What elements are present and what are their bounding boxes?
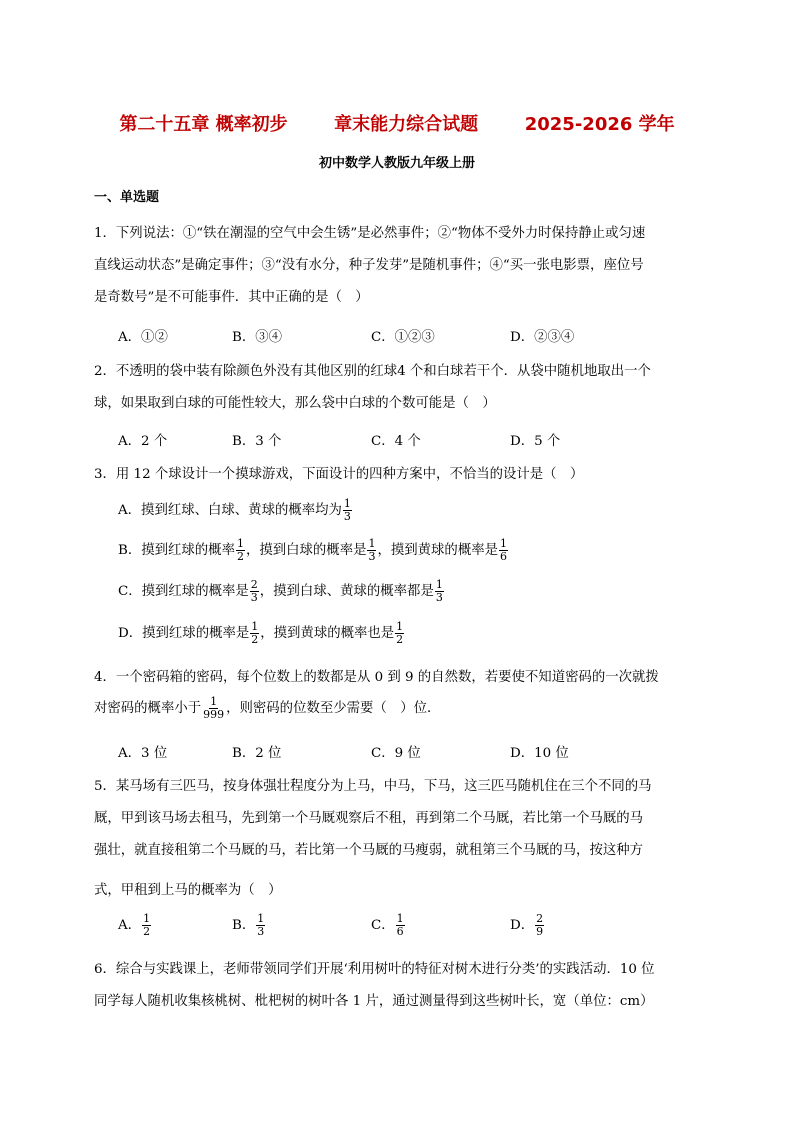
fraction-two-thirds: $\frac{2}{3}$ [250, 578, 258, 604]
q5-option-d [510, 913, 545, 938]
q4-option-c: C．9 位 [371, 746, 421, 761]
section-heading: 一、单选题 [94, 190, 160, 205]
q3-option-d-text-1: D．摸到红球的概率是 [118, 626, 250, 641]
q1-option-c: C．①②③ [371, 330, 435, 345]
fraction-one-half: $\frac{1}{2}$ [251, 620, 259, 646]
q2-option-a: A．2 个 [118, 434, 168, 449]
q5-line-1: 5．某马场有三匹马，按身体强壮程度分为上马，中马，下马，这三匹马随机住在三个不同的马 [94, 779, 652, 794]
q3-option-d-text-2: ，摸到黄球的概率也是 [260, 626, 395, 641]
q1-option-d: D．②③④ [510, 330, 575, 345]
q3-option-c [118, 579, 445, 604]
q3-line-1: 3．用 12 个球设计一个摸球游戏，下面设计的四种方案中，不恰当的设计是（ ） [94, 467, 584, 482]
q5-option-a-label: A． [118, 918, 142, 933]
q3-option-b-text-2: ，摸到白球的概率是 [245, 543, 367, 558]
q4-line-2-text-2: ，则密码的位数至少需要（ ）位． [226, 701, 441, 716]
q6-line-2: 同学每人随机收集核桃树、枇杷树的树叶各 1 片，通过测量得到这些树叶长，宽（单位：cm） [94, 994, 654, 1009]
fraction-one-half: $\frac{1}{2}$ [396, 620, 404, 646]
document-subtitle: 初中数学人教版九年级上册 [318, 156, 475, 171]
q3-option-a [118, 498, 353, 523]
q4-line-2-text-1: 对密码的概率小于 [94, 701, 202, 716]
q3-option-c-text-2: ，摸到白球、黄球的概率都是 [259, 584, 434, 599]
fraction-one-third: $\frac{1}{3}$ [257, 912, 265, 938]
q3-option-a-text: A．摸到红球、白球、黄球的概率均为 [118, 503, 342, 518]
fraction-one-third: $\frac{1}{3}$ [435, 578, 443, 604]
q1-option-a: A．①② [118, 330, 168, 345]
q2-option-d: D．5 个 [510, 434, 561, 449]
fraction-one-sixth: $\frac{1}{6}$ [500, 537, 507, 563]
q5-option-c-label: C． [371, 918, 395, 933]
q5-line-4: 式，甲租到上马的概率为（ ） [94, 883, 282, 898]
q2-option-b: B．3 个 [232, 434, 282, 449]
q5-option-b [232, 913, 266, 938]
q1-line-1: 1．下列说法：①“铁在潮湿的空气中会生锈”是必然事件；②“物体不受外力时保持静止或匀速 [94, 226, 646, 241]
document-title [0, 110, 794, 136]
q4-line-2 [94, 696, 440, 721]
q1-line-2: 直线运动状态”是确定事件；③“没有水分，种子发芽”是随机事件；④“买一张电影票，座位号 [94, 258, 644, 273]
q5-option-a [118, 913, 152, 938]
q5-option-d-label: D． [510, 918, 535, 933]
fraction-one-sixth: $\frac{1}{6}$ [396, 912, 404, 938]
q4-option-d: D．10 位 [510, 746, 569, 761]
title-test-name: 章末能力综合试题 [334, 114, 479, 135]
q4-line-1: 4．一个密码箱的密码，每个位数上的数都是从 0 到 9 的自然数，若要使不知道密码的一次就拨 [94, 670, 659, 685]
q2-option-c: C．4 个 [371, 434, 421, 449]
q5-line-3: 强壮，就直接租第二个马厩的马，若比第一个马厩的马瘦弱，就租第三个马厩的马，按这种方 [94, 843, 644, 858]
fraction-one-over-999: $\frac{1}{999}$ [203, 695, 225, 721]
q6-line-1: 6．综合与实践课上，老师带领同学们开展‘利用树叶的特征对树木进行分类’的实践活动．10 位 [94, 962, 655, 977]
q5-option-b-label: B． [232, 918, 256, 933]
q3-option-b [118, 538, 509, 563]
q4-option-a: A．3 位 [118, 746, 168, 761]
q2-line-2: 球，如果取到白球的可能性较大，那么袋中白球的个数可能是（ ） [94, 396, 496, 411]
fraction-one-half: $\frac{1}{2}$ [143, 912, 151, 938]
q3-option-c-text-1: C．摸到红球的概率是 [118, 584, 249, 599]
q4-option-b: B．2 位 [232, 746, 282, 761]
fraction-one-half: $\frac{1}{2}$ [236, 537, 244, 563]
q5-line-2: 厩，甲到该马场去租马，先到第一个马厩观察后不租，再到第二个马厩，若比第一个马厩的马 [94, 811, 644, 826]
q1-option-b: B．③④ [232, 330, 283, 345]
fraction-two-ninths: $\frac{2}{9}$ [536, 912, 544, 938]
q3-option-b-text-3: ，摸到黄球的概率是 [377, 543, 498, 558]
q3-option-b-text-1: B．摸到红球的概率 [118, 543, 235, 558]
title-chapter: 第二十五章 概率初步 [119, 114, 288, 135]
q1-line-3: 是奇数号”是不可能事件．其中正确的是（ ） [94, 290, 369, 305]
fraction-one-third: $\frac{1}{3}$ [368, 537, 376, 563]
q3-option-d [118, 621, 405, 646]
title-school-year: 2025-2026 学年 [524, 114, 675, 135]
fraction-one-third: $\frac{1}{3}$ [343, 497, 351, 523]
q5-option-c [371, 913, 406, 938]
q2-line-1: 2．不透明的袋中装有除颜色外没有其他区别的红球4 个和白球若干个．从袋中随机地取出一个 [94, 364, 651, 379]
